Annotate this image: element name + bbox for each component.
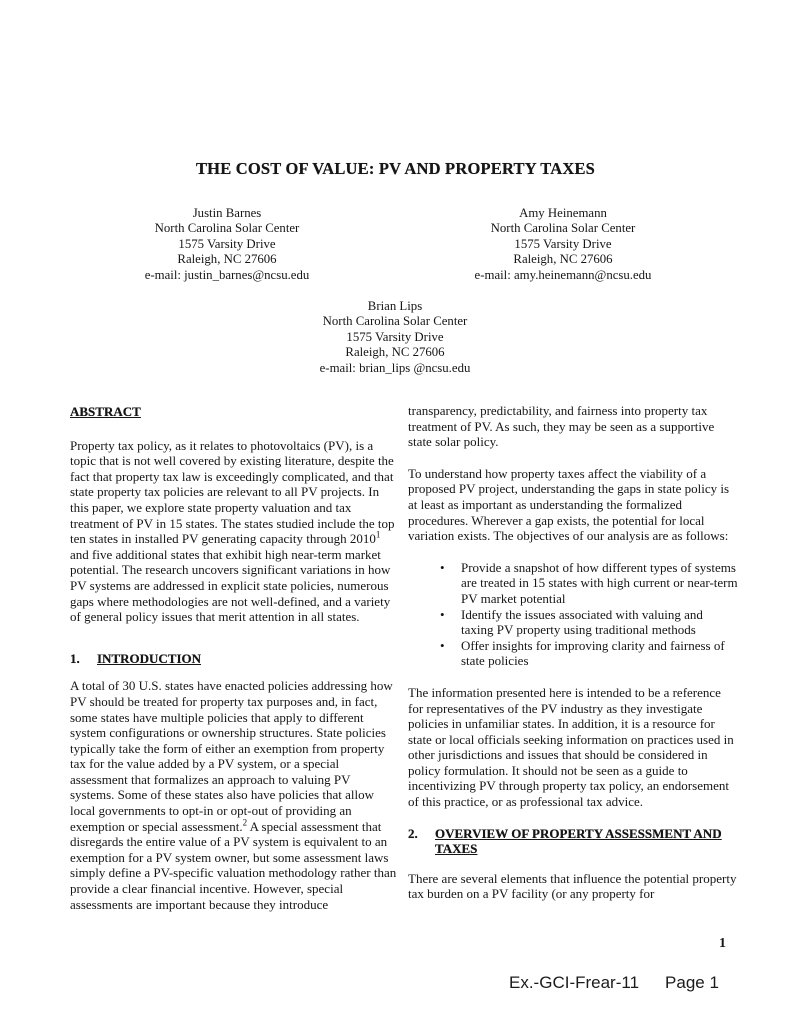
author-org: North Carolina Solar Center — [490, 221, 636, 236]
stamp-page-label: Page 1 — [665, 973, 719, 992]
paper-title: THE COST OF VALUE: PV AND PROPERTY TAXES — [195, 159, 596, 178]
author-name: Amy Heinemann — [519, 206, 607, 220]
abstract-text-part-2: and five additional states that exhibit high near-term market potential. The research uncovers significant variations in how PV systems are addressed in explicit state policies, numerous gaps where methodologies are not well-defined, and a variety of general policy issues that merit attention in all states. — [70, 546, 391, 625]
section-2-heading — [408, 826, 738, 857]
objective-item-1-text: Provide a snapshot of how different types of systems are treated in 15 states with high current or near-term PV market potential — [461, 559, 738, 606]
author-email: e-mail: brian_lips @ncsu.edu — [319, 360, 471, 375]
author-city: Raleigh, NC 27606 — [513, 252, 613, 267]
author-street: 1575 Varsity Drive — [178, 236, 276, 251]
stamp-exhibit-label: Ex.-GCI-Frear-11 — [509, 973, 640, 992]
author-block-amy-heinemann — [398, 206, 728, 283]
right-paragraph-1: transparency, predictability, and fairness into property tax treatment of PV. As such, they may be seen as a supportive state solar policy. — [408, 403, 715, 450]
introduction-paragraph — [70, 678, 397, 912]
footnote-ref-1: 1 — [375, 529, 381, 540]
bullet-icon: • — [440, 559, 445, 575]
page-number: 1 — [719, 936, 726, 951]
bullet-icon: • — [440, 637, 445, 653]
abstract-paragraph — [70, 438, 397, 625]
objective-item-3-text: Offer insights for improving clarity and fairness of state policies — [461, 637, 725, 669]
section-1-title: INTRODUCTION — [97, 650, 202, 666]
section-1-heading — [70, 651, 397, 667]
footnote-ref-2: 2 — [242, 817, 248, 828]
objective-item-3 — [440, 638, 738, 669]
author-city: Raleigh, NC 27606 — [177, 252, 277, 267]
section-1-number: 1. — [70, 650, 80, 666]
bullet-icon: • — [440, 606, 445, 622]
author-org: North Carolina Solar Center — [154, 221, 300, 236]
abstract-heading-label: ABSTRACT — [70, 404, 141, 419]
author-city: Raleigh, NC 27606 — [345, 345, 445, 360]
author-block-brian-lips — [225, 299, 565, 376]
author-street: 1575 Varsity Drive — [346, 329, 444, 344]
author-block-justin-barnes — [62, 206, 392, 283]
intro-text-part-2: A special assessment that disregards the entire value of a PV system is equivalent to an exemption for a PV system owner, but some assessment laws simply define a PV-specific valuation methodology rather than provide a clear financial incentive. However, special assessments are important because they introduce — [70, 818, 397, 912]
right-paragraph-3: The information presented here is intended to be a reference for representatives of the PV industry as they investigate policies in unfamiliar states. In addition, it is a resource for state or local officials seeking information on practices used in other jurisdictions and issues that should be considered in policy formulation. It should not be seen as a guide to incentivizing PV through property tax policy, an endorsement of this practice, or as professional tax advice. — [408, 684, 734, 810]
right-paragraph-2: To understand how property taxes affect the viability of a proposed PV project, understanding the gaps in state policy is at least as important as understanding the formalized procedures. Wherever a gap exists, the potential for local variation exists. The objectives of our analysis are as follows: — [408, 465, 730, 544]
abstract-heading — [70, 404, 397, 420]
right-column — [408, 403, 738, 902]
exhibit-stamp — [509, 973, 719, 993]
objectives-list — [440, 560, 738, 669]
author-email: e-mail: justin_barnes@ncsu.edu — [144, 267, 310, 282]
author-street: 1575 Varsity Drive — [514, 236, 612, 251]
abstract-text-part-1: Property tax policy, as it relates to photovoltaics (PV), is a topic that is not well covered by existing literature, despite the fact that property tax law is exceedingly complicated, and that state property tax policies are relevant to all PV projects. In this paper, we explore state property valuation and tax treatment of PV in 15 states. The states studied include the top ten states in installed PV generating capacity through 2010 — [70, 437, 395, 547]
objective-item-2 — [440, 607, 738, 638]
author-name: Justin Barnes — [192, 206, 262, 220]
left-column — [70, 404, 397, 912]
right-paragraph-4: There are several elements that influence the potential property tax burden on a PV facility (or any property for — [408, 870, 737, 902]
section-2-number: 2. — [408, 825, 418, 841]
author-email: e-mail: amy.heinemann@ncsu.edu — [474, 267, 652, 282]
author-org: North Carolina Solar Center — [322, 314, 468, 329]
intro-text-part-1: A total of 30 U.S. states have enacted policies addressing how PV should be treated for property tax purposes and, in fact, some states have multiple policies that apply to different system configurations or ownership structures. State policies typically take the form of either an exemption from property tax for the value added by a PV system, or a special assessment that formalizes an approach to valuing PV systems. Some of these states also have policies that allow local governments to opt-in or opt-out of providing an exemption or special assessment. — [70, 678, 393, 834]
objective-item-2-text: Identify the issues associated with valuing and taxing PV property using traditional methods — [461, 606, 703, 638]
section-2-title: OVERVIEW OF PROPERTY ASSESSMENT AND TAXES — [435, 825, 722, 857]
objective-item-1 — [440, 560, 738, 607]
author-name: Brian Lips — [367, 299, 423, 313]
